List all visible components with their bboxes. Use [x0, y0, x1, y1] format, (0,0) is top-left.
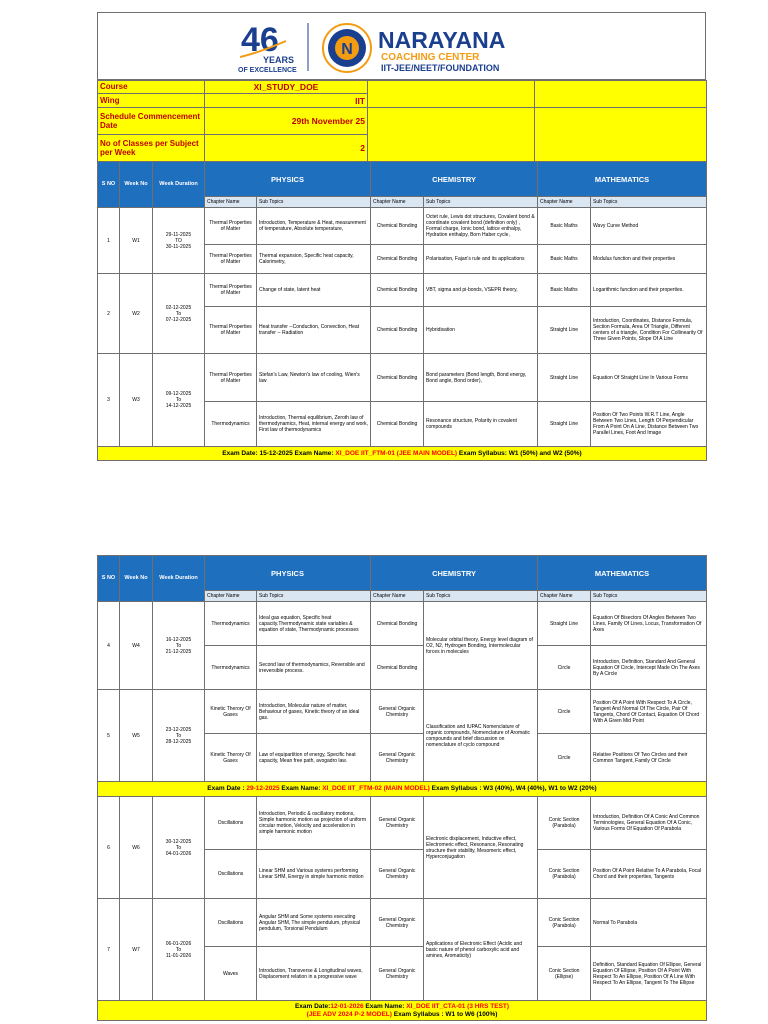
physics-subtopics: Linear SHM and Various systems performing Linear SHM, Energy in simple harmonic motion: [257, 850, 371, 899]
exam3-name: XI_DOE IIT_CTA-01 (3 HRS TEST): [406, 1002, 510, 1010]
physics-chapter: Thermal Properties of Matter: [205, 274, 257, 307]
physics-subtopics: Introduction, Molecular nature of matter, Behaviour of gases, Kinetic theory of an ideal gas.: [257, 690, 371, 734]
chemistry-subtopics: Molecular orbital theory, Energy level diagram of O2, N2, Hydrogen Bonding, Intermolecular forces in molecules: [424, 602, 538, 690]
mathematics-chapter: Conic Section (Parabola): [538, 797, 591, 850]
exam2-suffix: Exam Syllabus : W3 (40%), W4 (40%), W1 to W2 (20%): [429, 785, 597, 793]
table-row: [98, 797, 707, 850]
physics-subtopics: Heat transfer --Conduction, Convection, Heat transfer -- Radiation: [257, 307, 371, 354]
mathematics-chapter: Basic Maths: [538, 274, 591, 307]
chemistry-chapter: Chemical Bonding: [371, 307, 424, 354]
header-row: [98, 162, 707, 197]
physics-chapter: Thermodynamics: [205, 402, 257, 447]
mathematics-subtopics: Introduction, Definition Of A Conic And Common Terminologies, General Equation Of A Conic, Various Forms Of Equation Of Parabola: [591, 797, 707, 850]
exam3-mid: Exam Name:: [363, 1002, 407, 1010]
chemistry-chapter: Chemical Bonding: [371, 602, 424, 646]
physics-chapter: Oscillations: [205, 850, 257, 899]
subheader-mathematics-subtopics: Sub Topics: [591, 197, 707, 208]
header-row: [98, 556, 707, 591]
physics-chapter: Kinetic Therory Of Gases: [205, 690, 257, 734]
table-row: [98, 602, 707, 646]
meta-block: [97, 80, 706, 162]
header-mathematics: MATHEMATICS: [538, 556, 707, 591]
subheader-physics-subtopics: Sub Topics: [257, 197, 371, 208]
exam2-date: 29-12-2025: [246, 785, 280, 793]
mathematics-chapter: Straight Line: [538, 354, 591, 402]
header-logo-bar: [97, 12, 706, 80]
physics-chapter: Thermal Properties of Matter: [205, 245, 257, 274]
physics-chapter: Oscillations: [205, 797, 257, 850]
narayana-logo: [98, 13, 705, 79]
exam-row: [98, 447, 707, 461]
week-number: W1: [120, 208, 153, 274]
subheader-chemistry-subtopics: Sub Topics: [424, 197, 538, 208]
week-sno: 5: [98, 690, 120, 782]
chemistry-subtopics: Resonance structure, Polarity in covalent compounds: [424, 402, 538, 447]
subheader-physics-chapter: Chapter Name: [205, 591, 257, 602]
anniv-number: 46: [241, 21, 279, 59]
header-physics: PHYSICS: [205, 556, 371, 591]
physics-subtopics: Angular SHM and Some systems executing Angular SHM, The simple pendulum, physical pendulum, Torsional Pendulum: [257, 899, 371, 947]
exam3-line2-suffix: Exam Syllabus : W1 to W6 (100%): [391, 1010, 498, 1018]
header-week-duration: Week Duration: [153, 556, 205, 602]
mathematics-subtopics: Position Of A Point Relative To A Parabola, Focal Chord and their properties, Tangents: [591, 850, 707, 899]
week-duration: 16-12-2025 To 21-12-2025: [153, 602, 205, 690]
header-physics: PHYSICS: [205, 162, 371, 197]
chemistry-subtopics: Electronic displacement, Inductive effect, Electromeric effect, Resonance, Resonating structure their stability, Mesomeric effect, Hyperconjugation: [424, 797, 538, 899]
week-number: W7: [120, 899, 153, 1001]
header-week-duration: Week Duration: [153, 162, 205, 208]
header-week-no: Week No: [120, 162, 153, 208]
physics-chapter: Thermal Properties of Matter: [205, 307, 257, 354]
week-number: W6: [120, 797, 153, 899]
physics-subtopics: Second law of thermodynamics, Reversible and irreversible process.: [257, 646, 371, 690]
anniv-excellence: OF EXCELLENCE: [238, 67, 297, 74]
week-number: W3: [120, 354, 153, 447]
wing-label: Wing: [98, 94, 205, 108]
chemistry-chapter: Chemical Bonding: [371, 274, 424, 307]
chemistry-chapter: Chemical Bonding: [371, 245, 424, 274]
mathematics-chapter: Circle: [538, 690, 591, 734]
week-sno: 2: [98, 274, 120, 354]
mathematics-subtopics: Introduction, Coordinates, Distance Formula, Section Formula, Area Of Triangle, Different centers of a triangle, Condition For Collinearity Of Three Given Points, Slope Of A Line: [591, 307, 707, 354]
chemistry-chapter: General Organic Chemistry: [371, 690, 424, 734]
header-mathematics: MATHEMATICS: [538, 162, 707, 197]
mathematics-chapter: Basic Maths: [538, 245, 591, 274]
subheader-mathematics-subtopics: Sub Topics: [591, 591, 707, 602]
physics-subtopics: Ideal gas equation, Specific heat capacity.Thermodynamic state variables & equation of state, Thermodynamic processes: [257, 602, 371, 646]
exam-info: [98, 447, 707, 461]
header-sno: S NO: [98, 556, 120, 602]
week-sno: 7: [98, 899, 120, 1001]
week-sno: 6: [98, 797, 120, 899]
exam3-line2-model: (JEE ADV 2024 P-2 MODEL): [306, 1010, 392, 1018]
table-row: [98, 274, 707, 307]
table-row: [98, 690, 707, 734]
classes-value: 2: [205, 135, 368, 162]
chemistry-chapter: Chemical Bonding: [371, 402, 424, 447]
exam2-mid: Exam Name:: [279, 785, 323, 793]
week-duration: 02-12-2025 To 07-12-2025: [153, 274, 205, 354]
table-row: [98, 208, 707, 245]
physics-chapter: Waves: [205, 947, 257, 1001]
course-label: Course: [98, 81, 205, 94]
physics-chapter: Thermal Properties of Matter: [205, 208, 257, 245]
chemistry-subtopics: Polarisation, Fajan's rule and its applications: [424, 245, 538, 274]
subheader-chemistry-chapter: Chapter Name: [371, 197, 424, 208]
physics-subtopics: Introduction, Temperature & Heat, measurement of temperature, Absolute temperature,: [257, 208, 371, 245]
brand-name: NARAYANA: [378, 27, 506, 53]
course-value: XI_STUDY_DOE: [205, 81, 368, 94]
subheader-physics-chapter: Chapter Name: [205, 197, 257, 208]
chemistry-chapter: General Organic Chemistry: [371, 947, 424, 1001]
meta-blank-1: [368, 81, 535, 108]
week-duration: 30-12-2025 To 04-01-2026: [153, 797, 205, 899]
schedule-label: Schedule Commencement Date: [98, 108, 205, 135]
mathematics-chapter: Basic Maths: [538, 208, 591, 245]
exam3-date: 12-01-2026: [330, 1002, 364, 1010]
week-duration: 23-12-2025 To 28-12-2025: [153, 690, 205, 782]
header-week-no: Week No: [120, 556, 153, 602]
classes-label: No of Classes per Subject per Week: [98, 135, 205, 162]
header-chemistry: CHEMISTRY: [371, 556, 538, 591]
mathematics-chapter: Circle: [538, 646, 591, 690]
meta-blank-4: [535, 108, 707, 162]
exam2-prefix: Exam Date :: [207, 785, 247, 793]
mathematics-subtopics: Normal To Parabola: [591, 899, 707, 947]
physics-chapter: Thermodynamics: [205, 646, 257, 690]
chemistry-chapter: Chemical Bonding: [371, 354, 424, 402]
chemistry-chapter: Chemical Bonding: [371, 208, 424, 245]
physics-chapter: Thermal Properties of Matter: [205, 354, 257, 402]
narayana-seal-icon: [323, 24, 371, 72]
svg-text:N: N: [341, 41, 353, 58]
table-row: [98, 354, 707, 402]
mathematics-subtopics: Relative Positions Of Two Circles and their Common Tangent, Family Of Circle: [591, 734, 707, 782]
week-duration: 29-11-2025 TO 30-11-2025: [153, 208, 205, 274]
meta-row-schedule: [98, 108, 707, 135]
chemistry-subtopics: Bond parameters (Bond length, Bond energy, Bond angle, Bond order),: [424, 354, 538, 402]
exam-info: [98, 1001, 707, 1021]
week-duration: 06-01-2026 To 11-01-2026: [153, 899, 205, 1001]
mathematics-chapter: Straight Line: [538, 602, 591, 646]
chemistry-chapter: General Organic Chemistry: [371, 899, 424, 947]
week-sno: 3: [98, 354, 120, 447]
schedule-section-2: [97, 555, 706, 1021]
chemistry-subtopics: Hybridisation: [424, 307, 538, 354]
physics-chapter: Kinetic Therory Of Gases: [205, 734, 257, 782]
physics-chapter: Oscillations: [205, 899, 257, 947]
physics-chapter: Thermodynamics: [205, 602, 257, 646]
exam-row: [98, 782, 707, 797]
exam2-name: XI_DOE IIT_FTM-02 (MAIN MODEL): [322, 785, 430, 793]
week-number: W5: [120, 690, 153, 782]
chemistry-chapter: General Organic Chemistry: [371, 797, 424, 850]
brand-streams: IIT-JEE/NEET/FOUNDATION: [381, 63, 500, 73]
wing-value: IIT: [205, 94, 368, 108]
physics-subtopics: Law of equipartition of energy, Specific heat capacity, Mean free path, avogadro law.: [257, 734, 371, 782]
chemistry-chapter: Chemical Bonding: [371, 646, 424, 690]
schedule-table-1: [97, 161, 707, 461]
week-number: W2: [120, 274, 153, 354]
schedule-value: 29th November 25: [205, 108, 368, 135]
mathematics-chapter: Straight Line: [538, 307, 591, 354]
chemistry-subtopics: VBT, sigma and pi-bonds, VSEPR theory,: [424, 274, 538, 307]
schedule-table-2: [97, 555, 707, 1021]
subheader-chemistry-chapter: Chapter Name: [371, 591, 424, 602]
exam-info: [98, 782, 707, 797]
subheader-mathematics-chapter: Chapter Name: [538, 591, 591, 602]
mathematics-subtopics: Position Of A Point With Respect To A Circle, Tangent And Normal Of The Circle, Pair Of Tangents, Chord Of Contact, Equation Of Chord With A Given Mid Point: [591, 690, 707, 734]
mathematics-subtopics: Modulus function and their properties: [591, 245, 707, 274]
mathematics-chapter: Conic Section (Parabola): [538, 850, 591, 899]
mathematics-chapter: Circle: [538, 734, 591, 782]
physics-subtopics: Thermal expansion, Specific heat capacity, Calorimetry,: [257, 245, 371, 274]
chemistry-subtopics: Octet rule, Lewis dot structures, Covalent bond & coordinate covalent bond (definition only) , Formal charge, Ionic bond, lattice enthalpy, Hydration enthalpy, Born Haber cycle,: [424, 208, 538, 245]
subheader-mathematics-chapter: Chapter Name: [538, 197, 591, 208]
physics-subtopics: Change of state, latent heat: [257, 274, 371, 307]
header-sno: S NO: [98, 162, 120, 208]
week-number: W4: [120, 602, 153, 690]
mathematics-chapter: Conic Section (Ellipse): [538, 947, 591, 1001]
mathematics-chapter: Straight Line: [538, 402, 591, 447]
chemistry-chapter: General Organic Chemistry: [371, 850, 424, 899]
meta-blank-2: [535, 81, 707, 108]
mathematics-subtopics: Introduction, Definition, Standard And General Equation Of Circle, Intercept Made On The Axes By A Circle: [591, 646, 707, 690]
exam-row: [98, 1001, 707, 1021]
meta-row-course: [98, 81, 707, 94]
mathematics-subtopics: Equation Of Straight Line In Various Forms: [591, 354, 707, 402]
chemistry-subtopics: Classification and IUPAC Nomenclature of organic compounds, Nomenclature of Aromatic compounds and brief discussion on nomenclature of cyclo compound: [424, 690, 538, 782]
exam1-suffix: Exam Syllabus: W1 (50%) and W2 (50%): [457, 449, 582, 457]
table-row: [98, 899, 707, 947]
mathematics-chapter: Conic Section (Parabola): [538, 899, 591, 947]
anniv-years: YEARS: [263, 55, 295, 65]
physics-subtopics: Introduction, Transverse & Longitudinal waves, Displacement relation in a progressive wave: [257, 947, 371, 1001]
mathematics-subtopics: Equation Of Bisectors Of Angles Between Two Lines, Family Of Lines, Locus, Transformation Of Axes: [591, 602, 707, 646]
meta-table: [97, 80, 707, 162]
chemistry-chapter: General Organic Chemistry: [371, 734, 424, 782]
subheader-physics-subtopics: Sub Topics: [257, 591, 371, 602]
meta-blank-3: [368, 108, 535, 162]
exam3-prefix: Exam Date:: [294, 1002, 331, 1010]
subheader-chemistry-subtopics: Sub Topics: [424, 591, 538, 602]
brand-tagline: COACHING CENTER: [381, 52, 480, 63]
physics-subtopics: Introduction, Periodic & oscillatory motions, Simple harmonic motion as projection of uniform circular motion, Velocity and acceleration in simple harmonic motion: [257, 797, 371, 850]
physics-subtopics: Stefan's Law, Newton's law of cooling, Wien's law: [257, 354, 371, 402]
schedule-section-1: [97, 161, 706, 461]
mathematics-subtopics: Position Of Two Points W.R.T Line, Angle Between Two Lines, Length Of Perpendicular From A Point On A Line, Distance Between Two Parallel Lines, Foot And Image: [591, 402, 707, 447]
exam1-name: XI_DOE IIT_FTM-01 (JEE MAIN MODEL): [335, 449, 458, 457]
mathematics-subtopics: Definition, Standard Equation Of Ellipse, General Equation Of Ellipse, Position Of A Point With Respect To An Ellipse, Position Of A Line With Respect To An Ellipse, Tangent To The Ellipse: [591, 947, 707, 1001]
mathematics-subtopics: Logarithmic function and their properties.: [591, 274, 707, 307]
week-sno: 4: [98, 602, 120, 690]
mathematics-subtopics: Wavy Curve Method: [591, 208, 707, 245]
physics-subtopics: Introduction, Thermal equilibrium, Zeroth law of thermodynamics, Heat, internal energy and work, First law of thermodynamics: [257, 402, 371, 447]
chemistry-subtopics: Applications of Electronic Effect (Acidic and basic nature of phenol carboxylic acid and amines, Aromaticity): [424, 899, 538, 1001]
week-sno: 1: [98, 208, 120, 274]
week-duration: 09-12-2025 To 14-12-2025: [153, 354, 205, 447]
exam1-prefix: Exam Date: 15-12-2025 Exam Name:: [222, 449, 336, 457]
header-chemistry: CHEMISTRY: [371, 162, 538, 197]
